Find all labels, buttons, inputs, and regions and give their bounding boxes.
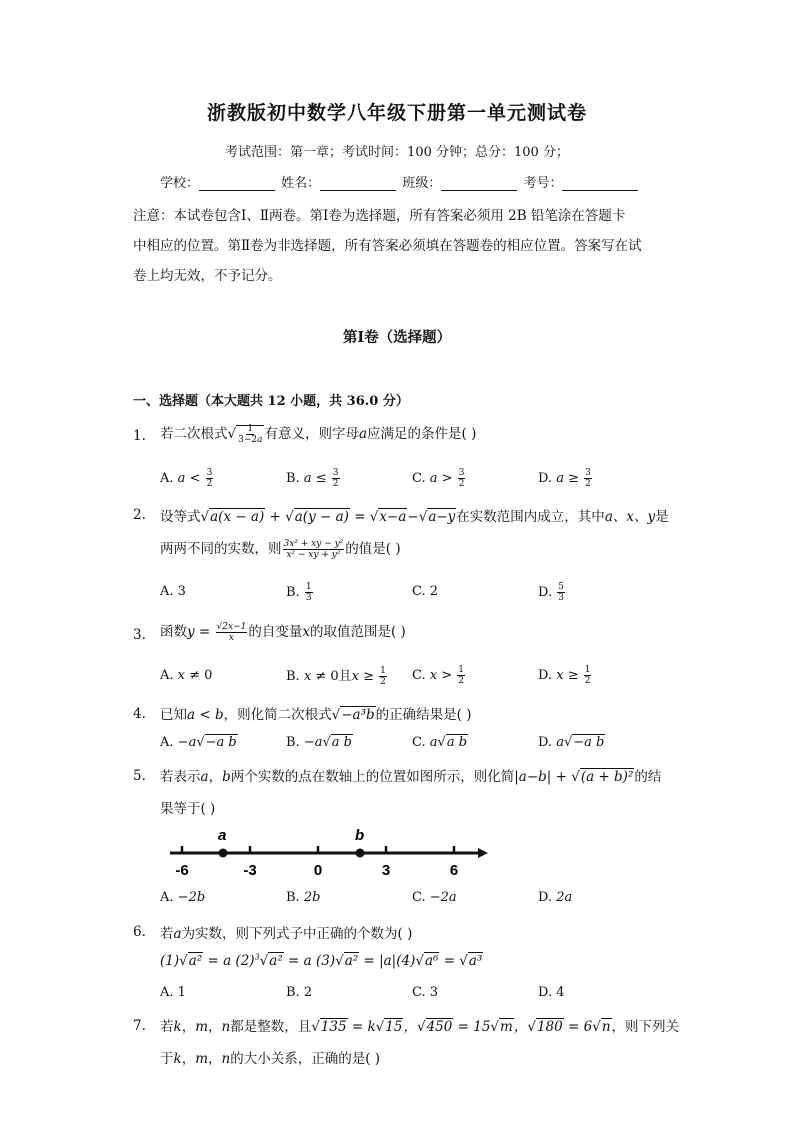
question-1-text: 若二次根式√ $\frac{1}{3-2a}$ 有意义，则字母a应满足的条件是( ) [160, 424, 477, 445]
question-3-option-a[interactable]: A. x ≠ 0 [160, 668, 213, 683]
question-7-text: 若k，m，n都是整数，且√135 = k√15，√450 = 15√m，√180 = 6√n，则下列关 [160, 1019, 680, 1035]
question-1-number: 1. [133, 428, 146, 444]
number-blank[interactable] [562, 177, 638, 191]
question-3-text: 函数y = $\frac{√2x-1}{x}$ 的自变量x的取值范围是( ) [160, 622, 406, 643]
question-5-text: 若表示a，b两个实数的点在数轴上的位置如图所示，则化简|a−b| + √(a + b)²的结 [160, 769, 662, 785]
tick-label: -6 [175, 862, 189, 879]
number-label: 考号： [523, 176, 563, 191]
notice-line-1: 注意：本试卷包含Ⅰ、Ⅱ两卷。第Ⅰ卷为选择题，所有答案必须用 2B 铅笔涂在答题卡 [133, 208, 626, 224]
question-3-option-d[interactable]: D. x ≥ $\frac{1}{2}$ [538, 665, 591, 686]
question-6-option-b[interactable]: B. 2 [286, 985, 313, 1000]
question-1-option-a[interactable]: A. a < $\frac{3}{2}$ [160, 468, 213, 489]
question-1-option-b[interactable]: B. a ≤ $\frac{3}{2}$ [286, 468, 339, 489]
question-2-text-line-2: 两两不同的实数，则 $\frac{\text{3x² + xy − y²}}{\text{x² − xy + y²}}$ 的值是( ) [160, 539, 401, 560]
tick-label: -3 [243, 862, 257, 879]
question-6-text: 若a为实数，则下列式子中正确的个数为( ) [160, 926, 413, 942]
tick-label: 6 [449, 862, 459, 879]
question-6-option-c[interactable]: C. 3 [412, 985, 439, 1000]
section-title: 第Ⅰ卷（选择题） [342, 329, 452, 346]
name-label: 姓名： [281, 176, 321, 191]
question-5-option-d[interactable]: D. 2a [538, 890, 573, 905]
question-2-option-a[interactable]: A. 3 [160, 584, 186, 599]
question-3-number: 3. [133, 627, 146, 643]
question-5-option-a[interactable]: A. −2b [160, 890, 206, 905]
exam-info: 考试范围：第一章；考试时间：100 分钟；总分：100 分； [225, 145, 569, 160]
question-1-option-d[interactable]: D. a ≥ $\frac{3}{2}$ [538, 468, 591, 489]
class-label: 班级： [402, 176, 442, 191]
part-title: 一、选择题（本大题共 12 小题，共 36.0 分） [133, 394, 409, 409]
question-5-text-line-2: 果等于( ) [160, 801, 216, 817]
point-a [219, 849, 228, 858]
point-b-label: b [355, 827, 365, 844]
school-blank[interactable] [199, 177, 275, 191]
question-2-option-c[interactable]: C. 2 [412, 584, 439, 599]
question-4-option-b[interactable]: B. −a√a b [286, 735, 352, 750]
question-5-option-b[interactable]: B. 2b [286, 890, 321, 905]
number-line-arrow [478, 848, 488, 858]
question-2-number: 2. [133, 507, 146, 523]
question-6-option-d[interactable]: D. 4 [538, 985, 565, 1000]
question-7-text-line-2: 于k，m，n的大小关系，正确的是( ) [160, 1051, 381, 1067]
question-4-text: 已知a < b，则化简二次根式√−a³b的正确结果是( ) [160, 707, 472, 723]
class-blank[interactable] [441, 177, 517, 191]
question-4-option-d[interactable]: D. a√−a b [538, 735, 605, 750]
point-b [356, 849, 365, 858]
question-4-number: 4. [133, 706, 146, 722]
question-2-text: 设等式√a(x − a) + √a(y − a) = √x−a−√a−y在实数范围内成立，其中a、x、y是 [160, 509, 669, 525]
question-6-number: 6. [133, 924, 146, 940]
question-4-option-c[interactable]: C. a√a b [412, 735, 468, 750]
question-4-option-a[interactable]: A. −a√−a b [160, 735, 237, 750]
point-a-label: a [218, 827, 227, 844]
tick-label: 3 [381, 862, 391, 879]
question-3-option-c[interactable]: C. x > $\frac{1}{2}$ [412, 665, 465, 686]
question-6-statements: (1)√a² = a $(2)^3√a^2 = a$ (3)√a² = |a|(4)√a⁶ = √a³ [160, 952, 483, 969]
question-1-option-c[interactable]: C. a > $\frac{3}{2}$ [412, 468, 465, 489]
question-6-option-a[interactable]: A. 1 [160, 985, 186, 1000]
number-line-figure [160, 820, 500, 882]
notice-line-3: 卷上均无效，不予记分。 [133, 268, 282, 284]
notice-line-2: 中相应的位置。第Ⅱ卷为非选择题，所有答案必须填在答题卷的相应位置。答案写在试 [133, 238, 642, 254]
student-info-line [160, 172, 640, 191]
page-title: 浙教版初中数学八年级下册第一单元测试卷 [206, 102, 587, 124]
tick-label: 0 [313, 862, 323, 879]
question-5-number: 5. [133, 768, 146, 784]
school-label: 学校： [160, 176, 200, 191]
question-7-number: 7. [133, 1018, 146, 1034]
question-2-option-d[interactable]: D. $\frac{5}{3}$ [538, 582, 564, 603]
name-blank[interactable] [320, 177, 396, 191]
question-3-option-b[interactable]: B. x ≠ 0且x ≥ $\frac{1}{2}$ [286, 666, 386, 687]
question-2-option-b[interactable]: B. $\frac{1}{3}$ [286, 582, 312, 603]
question-5-option-c[interactable]: C. −2a [412, 890, 457, 905]
